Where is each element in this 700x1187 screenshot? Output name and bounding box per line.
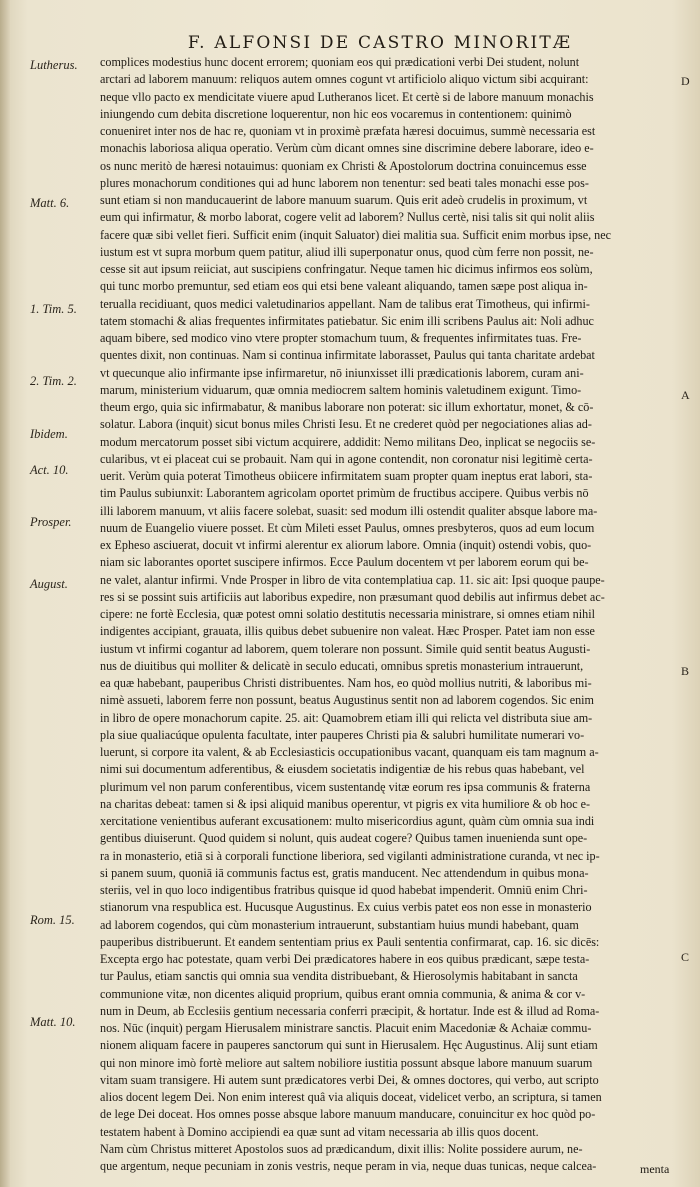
text-line: testatem habent à Domino accipiendi ea quæ sunt ad vitam necessaria ab illis quos docent.	[100, 1124, 539, 1139]
margin-note-matt6: Matt. 6.	[30, 196, 70, 210]
text-line: marum, ministerium viduarum, quæ omnia mediocrem saltem hominis valetudinem exigunt. Timo-	[100, 382, 582, 397]
text-line: stianorum vna respublica est. Hucusque Augustinus. Ex cuius verbis patet eos non esse in monasterio	[100, 900, 592, 915]
text-line: monachis laboriosa aliqua operatio. Verùm cùm dicant omnes sine discrimine debere laborare, ideo e-	[100, 141, 594, 156]
text-line: tim Paulus subiunxit: Laborantem agricolam oportet primùm de fructibus accipere. Quibus verbis nō	[100, 486, 589, 501]
text-line: eum qui infirmatur, & morbo laborat, cogere velit ad laborem? Nullus certè, nisi talis sit qui nolit aliis	[100, 210, 595, 225]
text-line: solatur. Labora (inquit) sicut bonus miles Christi Iesu. Et ne crederet quòd per negociationes alias ad-	[100, 417, 592, 432]
text-line: facere quæ sibi vellet fieri. Sufficit enim (inquit Saluator) diei malitia sua. Sufficit enim morbus ipse, nec	[100, 227, 612, 242]
text-line: conueniret inter nos de hac re, quoniam vt in proximè præfata hæresi docuimus, summè necessaria est	[100, 124, 596, 138]
text-line: ne valet, alantur infirmi. Vnde Prosper in libro de vita contemplatiua cap. 11. sic ait: Ipsi quoque paupe-	[100, 572, 605, 587]
text-line: illi laborem manuum, vt aliis facere solebat, suasit: sed modum illi ostendit qualiter absque labore ma-	[100, 503, 598, 518]
text-line: neque vllo pacto ex mendicitate viuere apud Lutheranos licet. Et certè si de labore manuum monachis	[100, 89, 594, 104]
text-line: gentibus diuiserunt. Quod quidem si nolunt, quis audeat cogere? Quibus tamen inueniendа sunt ope-	[100, 831, 588, 846]
text-line: os nunc meritò de hæresi notauimus: quoniam ex Christi & Apostolorum doctrina conuincemus esse	[100, 158, 587, 173]
section-letter-b: B	[681, 664, 690, 678]
running-header: F. ALFONSI DE CASTRO MINORITÆ	[187, 33, 573, 53]
text-line: theum ergo, quia sic infirmabatur, & manibus laborare non poterat: sic illum exhortatur, monet, & cō-	[100, 400, 594, 414]
catchword: menta	[640, 1162, 670, 1176]
margin-note-1tim5: 1. Tim. 5.	[30, 302, 77, 316]
text-line: num in Deum, ab Ecclesiis gentium necessaria conferri præcipit, & hortatur. Inde est & illud ad Roma-	[100, 1003, 600, 1018]
text-line: ea quæ habebant, pauperibus Christi distribuentes. Nam hos, eo quòd mollius nutriti, & laboribus mi-	[100, 676, 592, 690]
margin-note-matt10: Matt. 10.	[30, 1015, 76, 1029]
text-line: qui tunc morbo premuntur, sed etiam eos qui etsi bene valeant aliquando, tamen sæpe post aliqua in-	[100, 279, 588, 294]
text-line: nus de diuitibus qui molliter & delicatè in seculo educati, omnibus spretis monasterium intrauerunt,	[100, 658, 584, 673]
text-line: nimè assueti, laborem ferre non possunt, beatus Augustinus sentit non ad laborem cogendos. Sic enim	[100, 693, 594, 708]
text-line: communione vitæ, non dicentes aliquid proprium, quibus erant omnia communia, & anima & cor v-	[100, 986, 586, 1001]
text-line: ex Epheso asciuerat, docuit vt infirmi alerentur ex aliorum labore. Omnia (inquit) ostendi vobis, quo-	[100, 538, 592, 552]
text-line: Excepta ergo hac potestate, quam verbi Dei prædicatores habere in eos quibus prædicant, sæpe testa-	[100, 952, 590, 966]
margin-note-lutherus: Lutherus.	[30, 58, 78, 72]
section-letter-d: D	[681, 74, 690, 88]
text-line: plures monachorum conditiones qui ad hunc laborem non tenentur: sed beati tales monachi esse pos-	[100, 175, 589, 190]
margin-note-august: August.	[30, 577, 68, 591]
text-line: ad laborem cogendos, qui cùm monasterium intrauerunt, substantiam huius mundi habebant, quam	[100, 917, 579, 932]
text-line: si panem suum, quoniā iā communis factus est, gratis manducent. Nec attendendum in quibus mona-	[100, 865, 589, 880]
text-line: cularibus, vt ei placeat cui se probauit. Nam qui in agone contendit, non coronatur nisi legitimè certa-	[100, 451, 593, 466]
text-line: sunt etiam si non manducauerint de labore manuum suarum. Quis erit adeò crudelis in proximum, vt	[100, 193, 588, 207]
text-line: xercitatione venientibus auferant excusationem: multo misericordius agunt, quàm cùm omnia sua indi	[100, 814, 595, 828]
margin-note-prosper: Prosper.	[30, 515, 72, 529]
text-line: nimi sui documentum adferentibus, & eiusdem societatis indigentiæ de his rebus quas habebant, vel	[100, 762, 585, 777]
text-line: niam sic laborantes oportet suscipere infirmos. Ecce Paulum docentem vt per laborem eorum qui be-	[100, 555, 589, 570]
text-line: tatem stomachi & alias frequentes infirmitates patiebatur. Sic enim illi scribens Paulus ait: Noli adhuc	[100, 313, 594, 328]
text-line: iustum est vt supra morbum quem patitur, aliud illi superponatur onus, quod cùm ferre non possit, ne-	[100, 244, 594, 259]
text-line: cipere: ne fortè Ecclesia, quæ potest omni solatio destitutis necessaria ministrare, si omnes etiam nihil	[100, 607, 595, 621]
text-line: in libro de opere monachorum capite. 25. ait: Quamobrem etiam illi qui relicta vel distributa siue am-	[100, 710, 593, 725]
margin-note-ibidem: Ibidem.	[30, 427, 68, 441]
text-line: pla siue qualiacúque opulenta facultate, inter pauperes Christi pia & salubri humilitate numerari vo-	[100, 727, 585, 742]
text-line: arctari ad laborem manuum: reliquos autem omnes cogunt vt artificiolo aliquo victum sibi acquirant:	[100, 72, 589, 87]
text-line: pauperibus distribuerunt. Et eandem sententiam prius ex Pauli sententia confirmarat, cap. 16. sic dicēs:	[100, 934, 600, 949]
main-text-block	[100, 54, 678, 1175]
text-line: ra in monasterio, etiā si à corporali functione liberiora, sed vigilanti administratione curanda, vt nec ip-	[100, 848, 600, 863]
margin-note-2tim2: 2. Tim. 2.	[30, 374, 77, 388]
text-line: uerit. Verùm quia poterat Timotheus obiicere infirmitatem suam propter quam ineptus erat labori, sta-	[100, 469, 593, 483]
text-line: quentes dixit, non continuas. Nam si continua infirmitate laborasset, Paulus qui tanta charitate ardebat	[100, 348, 595, 363]
text-line: steriis, vel in quo loco indigentibus fratribus quisque id quod habebat impenderit. Omniū enim Chri-	[100, 883, 588, 897]
text-line: nuum de Euangelio viuere posset. Et cùm Mileti esset Paulus, omnes presbyteros, quos ad eum locum	[100, 520, 595, 535]
text-line: cesse sit aut ipsum reiiciat, aut suscipiens confringatur. Neque tamen hic dicimus infirmos eos solùm,	[100, 262, 593, 276]
text-line: indigentes accipiant, grauata, illis quibus debet subuenire non valeat. Hæc Prosper. Patet iam non esse	[100, 624, 595, 639]
text-line: tur Paulus, etiam sanctis qui omnia sua vendita distribuebant, & Hierosolymis habitabant in sancta	[100, 969, 578, 984]
text-line: plurimum vel non parum conferentibus, vicem sustentandę vitæ eorum res ipsa communis & fraterna	[100, 779, 591, 794]
text-line: aquam bibere, sed modico vino vtere propter stomachum tuum, & frequentes infirmitates tuas. Fre-	[100, 331, 582, 345]
text-line: res si se possint suis artificiis aut laboribus expedire, non præsumant quod debilis aut infirmus debet ac-	[100, 589, 605, 604]
text-line: nionem aliquam facere in pauperes sanctorum qui sunt in Hierusalem. Hęc Augustinus. Alij sunt etiam	[100, 1038, 598, 1053]
margin-note-act10: Act. 10.	[30, 463, 69, 477]
margin-note-rom15: Rom. 15.	[30, 913, 75, 927]
text-line: terualla recidiuant, quos medici valetudinarios appellant. Nam de talibus erat Timotheus, qui infirmi-	[100, 296, 590, 311]
section-letter-a: A	[681, 388, 690, 402]
text-line: vt quecunque alio infirmante ipse infirmaretur, nō iniunxisset illi prædicationis laborem, curam ani-	[100, 365, 584, 380]
text-line: na charitas debeat: tamen si & ipsi aliquid manibus operentur, vt pigris ex vita humiliore & ob hoc e-	[100, 796, 591, 811]
text-line: complices modestius hunc docent errorem; quoniam eos qui prædicationi verbi Dei student, nolunt	[100, 55, 580, 69]
text-line: Nam cùm Christus mitteret Apostolos suos ad prædicandum, dixit illis: Nolite possidere aurum, ne-	[100, 1141, 583, 1156]
section-letter-c: C	[681, 950, 690, 964]
text-line: qui non minore imò fortè meliore aut saltem nobiliore iustitia possunt absque labore manuum suarum	[100, 1055, 593, 1070]
text-line: vitam suam transigere. Hi autem sunt prædicatores verbi Dei, & omnes doctores, qui verbo, aut scripto	[100, 1072, 599, 1087]
text-line: luerunt, si corpore ita valent, & ab Ecclesiasticis occupationibus vacant, quanquam eis tam magnum a-	[100, 745, 599, 759]
text-line: nos. Nūc (inquit) pergam Hierusalem ministrare sanctis. Placuit enim Macedoniæ & Achaiæ commu-	[100, 1021, 592, 1035]
text-line: iustum vt infirmi cogantur ad laborem, quem tolerare non possunt. Simile quid sentit beatus Augusti-	[100, 641, 591, 656]
text-line: modum mercatorum posset sibi victum acquirere, addidit: Nemo militans Deo, inplicat se negociis se-	[100, 434, 596, 449]
text-line: alios docent legem Dei. Non enim interest quâ via aliquis doceat, videlicet verbo, an scriptura, si tamen	[100, 1090, 602, 1104]
text-line: iniungendo cum debita discretione loquerentur, non hic eos vocaremus in contentionem: quinimò	[100, 106, 572, 121]
text-line: de lege Dei doceat. Hos omnes posse absque labore manuum manducare, conuincitur ex hoc quòd po-	[100, 1107, 596, 1122]
text-line: que argentum, neque pecuniam in zonis vestris, neque peram in via, neque duas tunicas, neque calcea-	[100, 1159, 597, 1173]
